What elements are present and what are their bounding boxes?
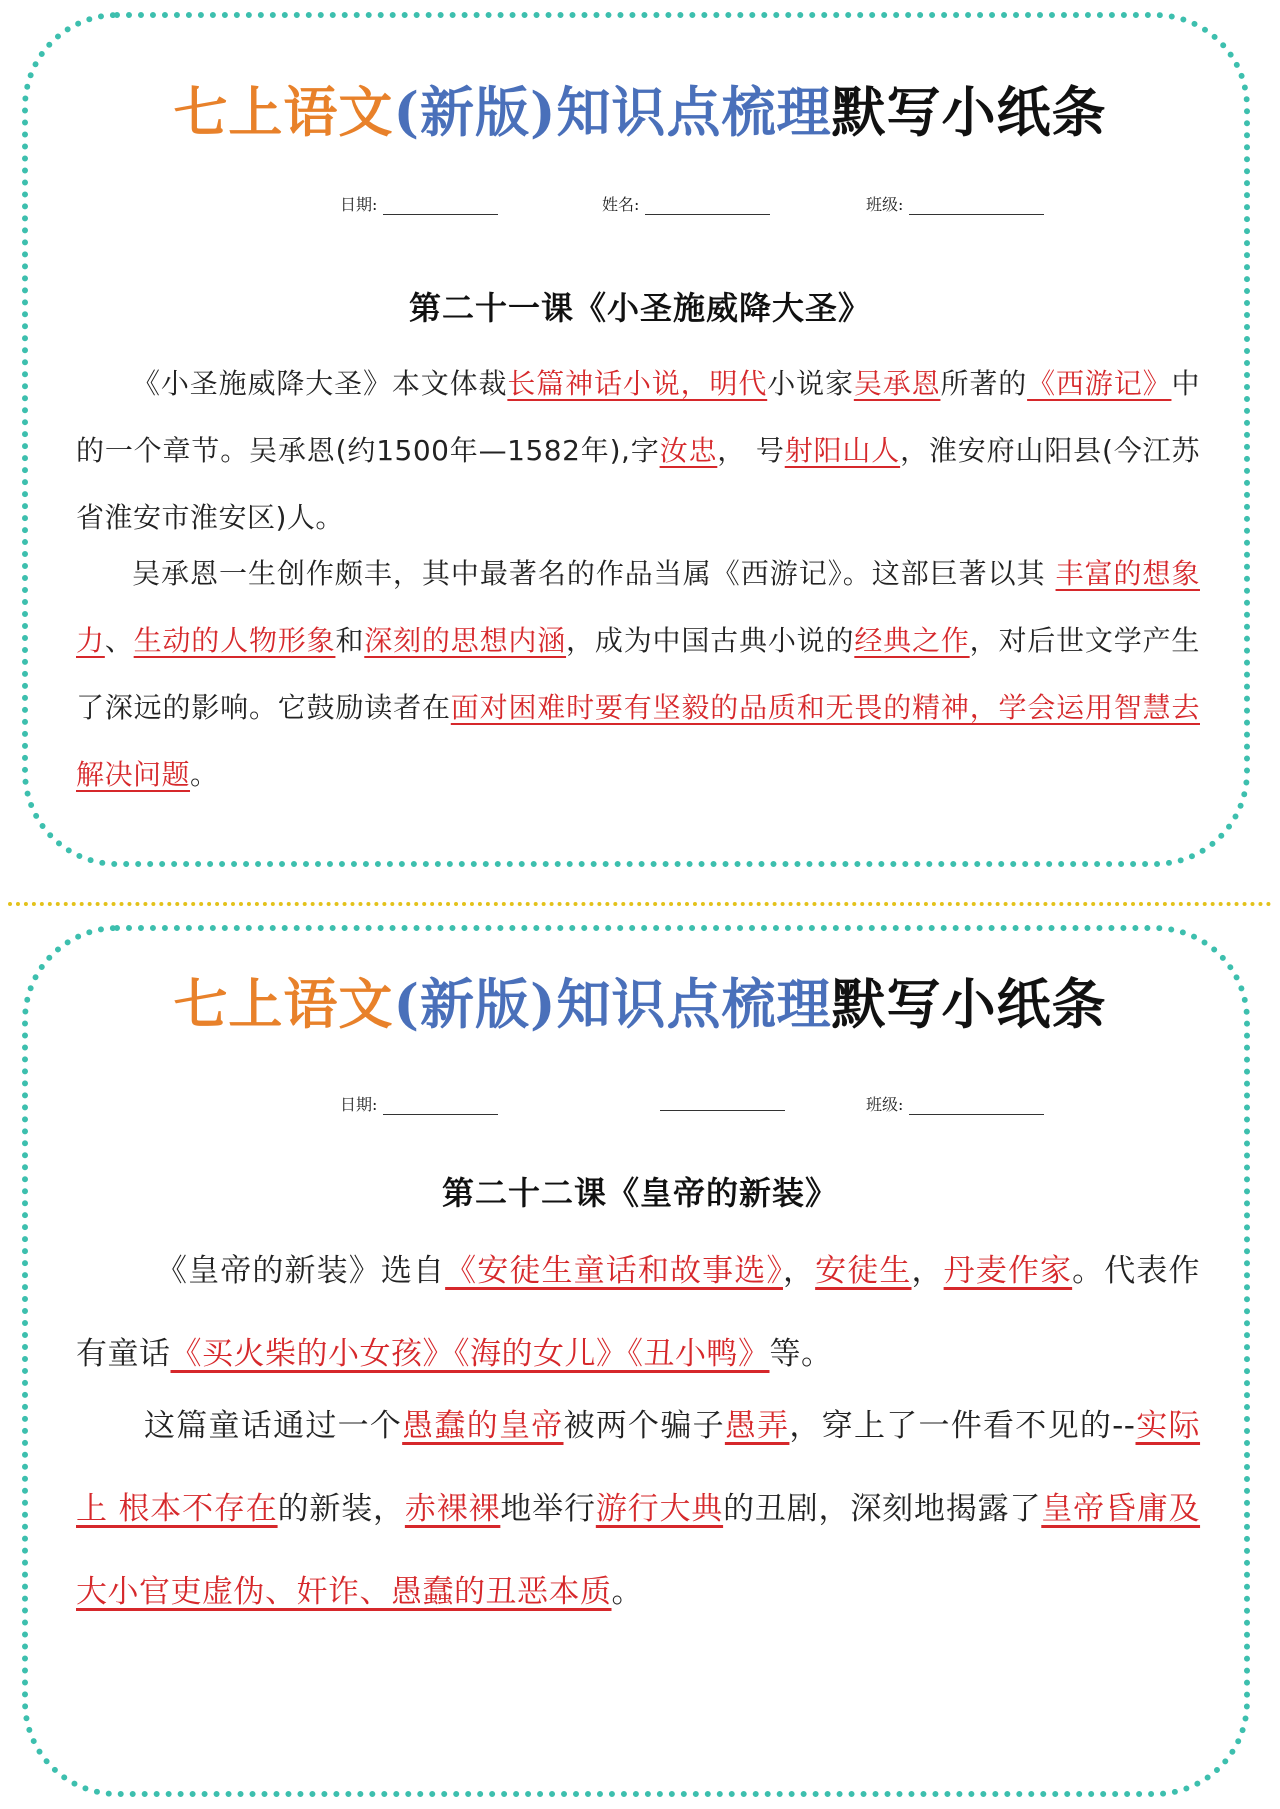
- paragraph-text: ，: [911, 1253, 944, 1289]
- answer-blank: 《安徒生童话和故事选》: [445, 1253, 783, 1289]
- lesson-21-paragraph-1: [76, 350, 1200, 551]
- class-label: 班级:: [866, 195, 904, 214]
- answer-blank: 深刻的思想内涵: [364, 624, 567, 657]
- class-input-line[interactable]: [909, 1098, 1044, 1115]
- answer-blank: 皇帝昏庸及大小官吏虚伪、奸诈、愚蠢的丑恶本质: [76, 1491, 1201, 1610]
- paragraph-text: ， 号: [717, 434, 785, 467]
- answer-blank: 游行大典: [595, 1491, 724, 1527]
- title-part-grade: 七上语文: [173, 972, 394, 1036]
- answer-blank: 经典之作: [854, 624, 970, 657]
- answer-blank: 丰富的想象力: [76, 557, 1200, 657]
- answer-blank: 面对困难时要有坚毅的品质和无畏的精神，学会运用智慧去解决问题: [76, 691, 1200, 791]
- name-input-line[interactable]: [645, 198, 770, 215]
- paragraph-text: 吴承恩一生创作颇丰，其中最著名的作品当属《西游记》。这部巨著以其: [132, 557, 1056, 590]
- lesson-21-paragraph-2: [76, 540, 1200, 808]
- answer-blank: 射阳山人: [784, 434, 901, 467]
- worksheet-title: [0, 70, 1280, 147]
- paragraph-text: 等。: [769, 1336, 833, 1372]
- paragraph-text: 《皇帝的新装》选自: [156, 1253, 446, 1289]
- paragraph-text: 中的一个章节。吴承恩(约1500年—1582年),字: [76, 367, 1200, 467]
- class-field: [866, 1092, 1044, 1115]
- paragraph-text: 的新装，: [277, 1491, 405, 1527]
- paragraph-text: 和: [335, 624, 365, 657]
- paragraph-text: ，: [783, 1253, 816, 1289]
- answer-blank: 安徒生: [815, 1253, 912, 1289]
- date-field: [340, 192, 498, 215]
- class-label: 班级:: [866, 1095, 904, 1114]
- paragraph-text: 被两个骗子: [563, 1408, 725, 1444]
- title-part-edition: (新版)知识点梳理: [393, 80, 832, 144]
- answer-blank: 愚蠢的皇帝: [402, 1408, 564, 1444]
- paragraph-text: 、: [104, 624, 134, 657]
- name-input-line[interactable]: [660, 1094, 785, 1111]
- title-part-grade: 七上语文: [173, 80, 394, 144]
- date-input-line[interactable]: [383, 198, 498, 215]
- lesson-22-paragraph-1: [76, 1230, 1200, 1396]
- answer-blank: 汝忠: [659, 434, 718, 467]
- lesson-22-title: 第二十二课《皇帝的新装》: [441, 1174, 838, 1212]
- name-label: 姓名:: [602, 195, 640, 214]
- paragraph-text: ，穿上了一件看不见的--: [789, 1408, 1136, 1444]
- dotted-separator: [8, 902, 1272, 906]
- paragraph-text: 地举行: [500, 1491, 596, 1527]
- name-field: [660, 1092, 785, 1111]
- date-field: [340, 1092, 498, 1115]
- answer-blank: 实际上 根本不存在: [76, 1408, 1201, 1527]
- date-label: 日期:: [340, 1095, 378, 1114]
- answer-blank: 赤裸裸: [404, 1491, 501, 1527]
- lesson-21-title: 第二十一课《小圣施威降大圣》: [408, 289, 871, 327]
- answer-blank: 愚弄: [724, 1408, 790, 1444]
- answer-blank: 《买火柴的小女孩》《海的女儿》《丑小鸭》: [170, 1336, 770, 1372]
- date-label: 日期:: [340, 195, 378, 214]
- lesson-22-paragraph-2: [76, 1385, 1200, 1634]
- name-field: [602, 192, 770, 215]
- answer-blank: 《西游记》: [1027, 367, 1172, 400]
- class-input-line[interactable]: [909, 198, 1044, 215]
- class-field: [866, 192, 1044, 215]
- paragraph-text: 。代表作有童话: [76, 1253, 1200, 1372]
- paragraph-text: 《小圣施威降大圣》本文体裁: [132, 367, 508, 400]
- paragraph-text: 所著的: [940, 367, 1028, 400]
- answer-blank: 吴承恩: [853, 367, 941, 400]
- answer-blank: 丹麦作家: [943, 1253, 1073, 1289]
- paragraph-text: 这篇童话通过一个: [144, 1408, 403, 1444]
- worksheet-title-2: [0, 962, 1280, 1039]
- paragraph-text: ，成为中国古典小说的: [566, 624, 855, 657]
- paragraph-text: ，对后世文学产生了深远的影响。它鼓励读者在: [76, 624, 1200, 724]
- date-input-line[interactable]: [383, 1098, 498, 1115]
- paragraph-text: 。: [611, 1574, 643, 1610]
- answer-blank: 生动的人物形象: [133, 624, 336, 657]
- title-part-dictation: 默写小纸条: [831, 80, 1107, 144]
- paragraph-text: 小说家: [767, 367, 854, 400]
- paragraph-text: ，淮安府山阳县(今江苏省淮安市淮安区)人。: [76, 434, 1200, 534]
- paragraph-text: 的丑剧，深刻地揭露了: [723, 1491, 1042, 1527]
- paragraph-text: 。: [190, 758, 219, 791]
- answer-blank: 长篇神话小说，明代: [507, 367, 768, 400]
- title-part-edition: (新版)知识点梳理: [393, 972, 832, 1036]
- title-part-dictation: 默写小纸条: [831, 972, 1107, 1036]
